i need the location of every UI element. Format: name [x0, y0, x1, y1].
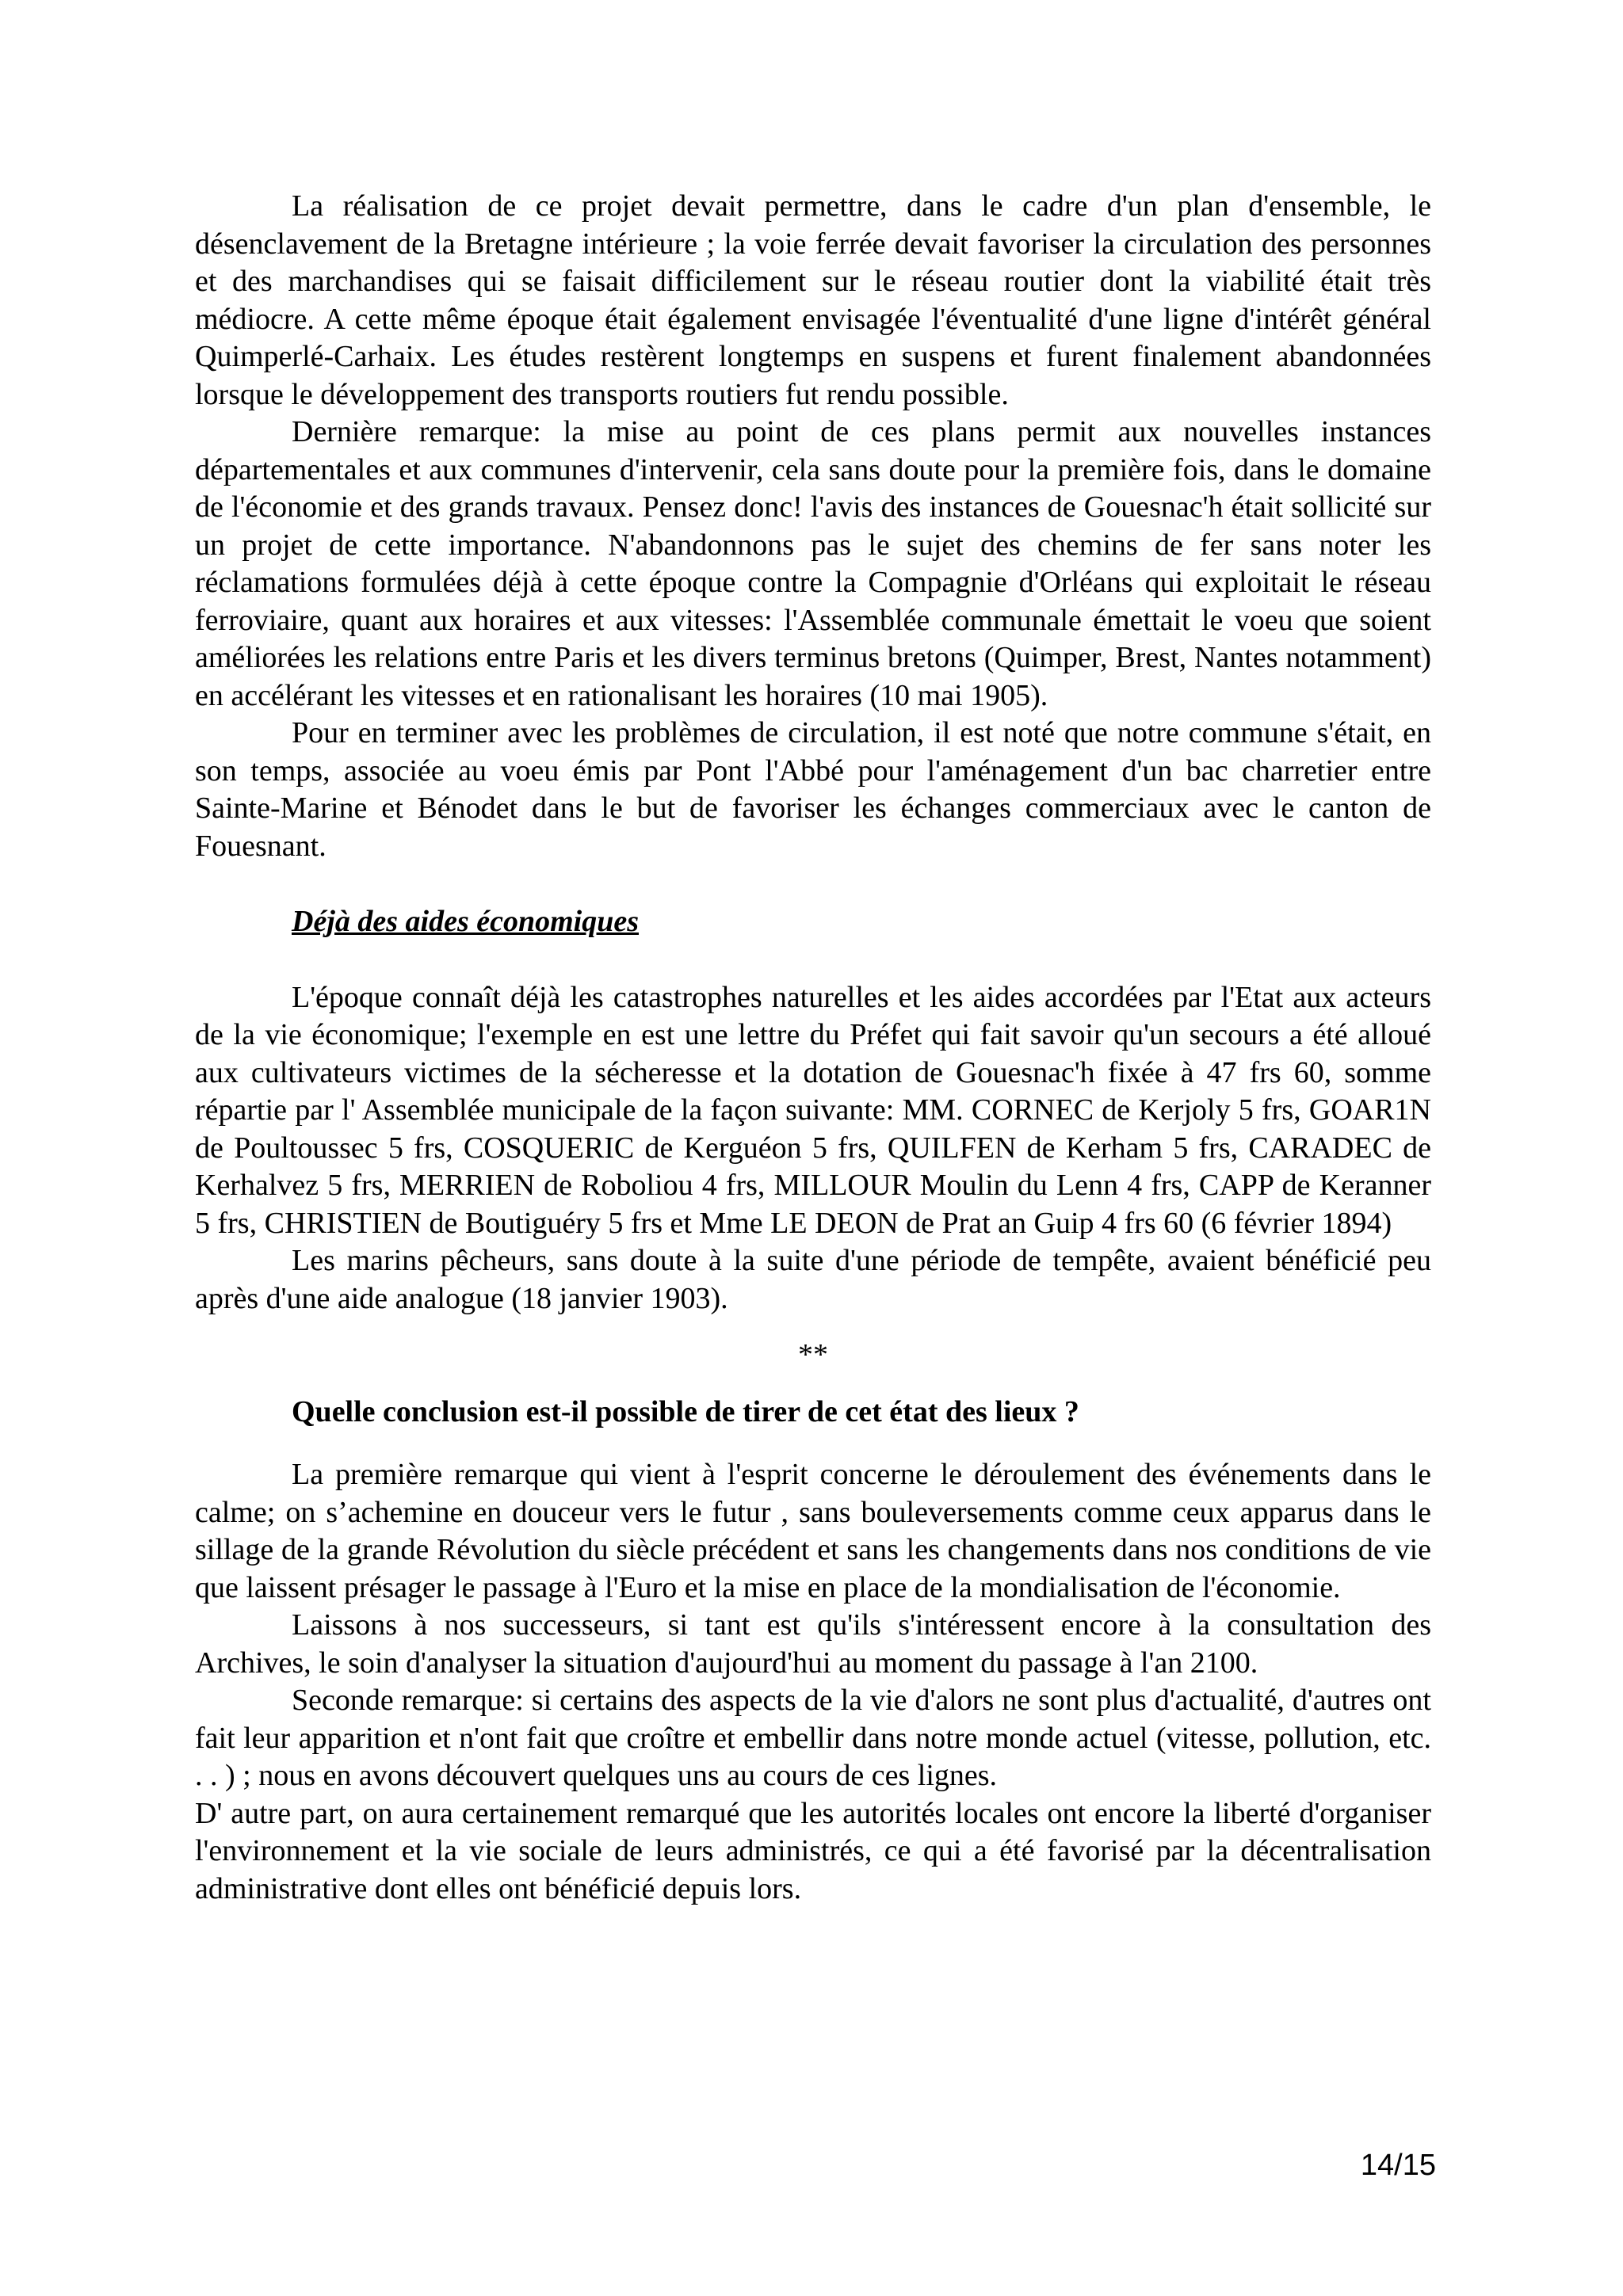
page-body — [195, 188, 1431, 1908]
paragraph-circulation-bac: Pour en terminer avec les problèmes de circulation, il est noté que notre commune s'était, en son temps, associée au voeu émis par Pont l'Abbé pour l'aménagement d'un bac charretier entre Sainte-Marine et Bénodet dans le but de favoriser les échanges commerciaux avec le canton de Fouesnant. — [195, 716, 1431, 863]
paragraph-seconde-remarque: Seconde remarque: si certains des aspects de la vie d'alors ne sont plus d'actualité, d'autres ont fait leur apparition et n'ont fait que croître et embellir dans notre monde actuel (vitesse, pollution, etc. . . ) ; nous en avons découvert quelques uns au cours de ces lignes. — [195, 1684, 1431, 1792]
paragraph-derniere-remarque: Dernière remarque: la mise au point de ces plans permit aux nouvelles instances départementales et aux communes d'intervenir, cela sans doute pour la première fois, dans le domaine de l'économie et des grands travaux. Pensez donc! l'avis des instances de Gouesnac'h était sollicité sur un projet de cette importance. N'abandonnons pas le sujet des chemins de fer sans noter les réclamations formulées déjà à cette époque contre la Compagnie d'Orléans qui exploitait le réseau ferroviaire, quant aux horaires et aux vitesses: l'Assemblée communale émettait le voeu que soient améliorées les relations entre Paris et les divers terminus bretons (Quimper, Brest, Nantes notamment) en accélérant les vitesses et en rationalisant les horaires (10 mai 1905). — [195, 415, 1431, 712]
paragraph-successeurs: Laissons à nos successeurs, si tant est qu'ils s'intéressent encore à la consultation des Archives, le soin d'analyser la situation d'aujourd'hui au moment du passage à l'an 2100. — [195, 1608, 1431, 1680]
paragraph-premiere-remarque: La première remarque qui vient à l'esprit concerne le déroulement des événements dans le calme; on s’achemine en douceur vers le futur , sans bouleversements comme ceux apparus dans le sillage de la grande Révolution du siècle précédent et sans les changements dans nos conditions de vie que laissent présager le passage à l'Euro et la mise en place de la mondialisation de l'économie. — [195, 1458, 1431, 1604]
paragraph-chemin-de-fer-projet: La réalisation de ce projet devait permettre, dans le cadre d'un plan d'ensemble, le désenclavement de la Bretagne intérieure ; la voie ferrée devait favoriser la circulation des personnes et des marchandises qui se faisait difficilement sur le réseau routier dont la viabilité était très médiocre. A cette même époque était également envisagée l'éventualité d'une ligne d'intérêt général Quimperlé-Carhaix. Les études restèrent longtemps en suspens et furent finalement abandonnées lorsque le développement des transports routiers fut rendu possible. — [195, 189, 1431, 411]
section-separator: ** — [798, 1338, 828, 1371]
section-heading-conclusion: Quelle conclusion est-il possible de tirer de cet état des lieux ? — [292, 1394, 1079, 1428]
page-number: 14/15 — [1360, 2149, 1436, 2182]
paragraph-secours-secheresse: L'époque connaît déjà les catastrophes naturelles et les aides accordées par l'Etat aux acteurs de la vie économique; l'exemple en est une lettre du Préfet qui fait savoir qu'un secours a été alloué aux cultivateurs victimes de la sécheresse et la dotation de Gouesnac'h fixée à 47 frs 60, somme répartie par l' Assemblée municipale de la façon suivante: MM. CORNEC de Kerjoly 5 frs, GOAR1N de Poultoussec 5 frs, COSQUERIC de Kerguéon 5 frs, QUILFEN de Kerham 5 frs, CARADEC de Kerhalvez 5 frs, MERRIEN de Roboliou 4 frs, MILLOUR Moulin du Lenn 4 frs, CAPP de Keranner 5 frs, CHRISTIEN de Boutiguéry 5 frs et Mme LE DEON de Prat an Guip 4 frs 60 (6 février 1894) — [195, 980, 1431, 1240]
paragraph-autorites-locales: D' autre part, on aura certainement remarqué que les autorités locales ont encore la liberté d'organiser l'environnement et la vie sociale de leurs administrés, ce qui a été favorisé par la décentralisation administrative dont elles ont bénéficié depuis lors. — [195, 1796, 1431, 1905]
paragraph-marins-pecheurs: Les marins pêcheurs, sans doute à la suite d'une période de tempête, avaient bénéficié peu après d'une aide analogue (18 janvier 1903). — [195, 1244, 1431, 1315]
section-heading-aides: Déjà des aides économiques — [292, 905, 640, 938]
